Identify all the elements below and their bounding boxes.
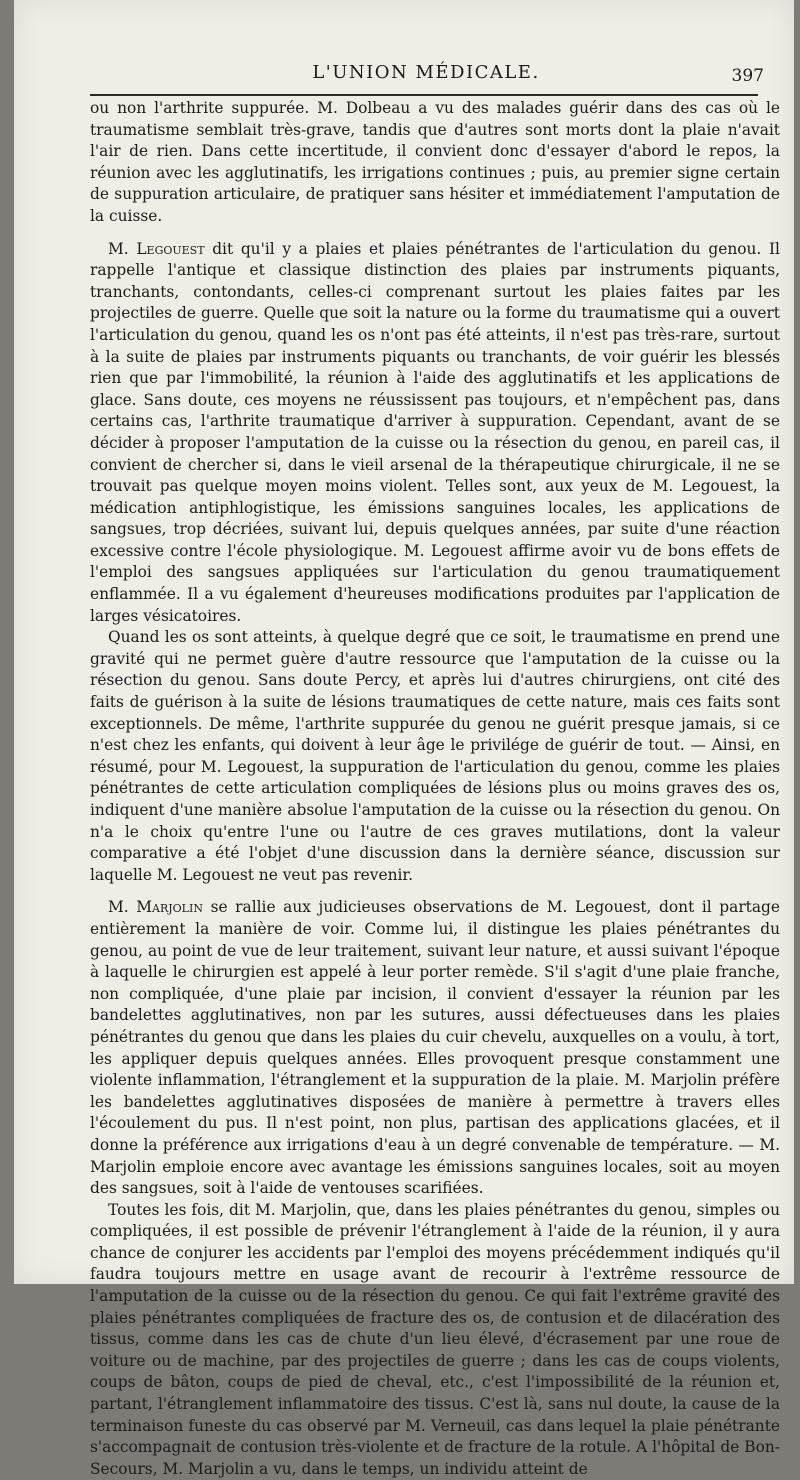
header-rule	[90, 94, 758, 96]
paragraph-toutes-les-fois: Toutes les fois, dit M. Marjolin, que, dans les plaies pénétrantes du genou, simples ou compliquées, il est possible de prévenir l'étranglement à l'aide de la réunion, il y aura chance de conjurer les accidents par l'emploi des moyens précédemment indiqués qu'il faudra toujours mettre en usage avant de recourir à l'extrême ressource de l'amputation de la cuisse ou de la résection du genou. Ce qui fait l'extrême gravité des plaies pénétrantes compliquées de fracture des os, de contusion et de dilacération des tissus, comme dans les cas de chute d'un lieu élevé, d'écrasement par une roue de voiture ou de machine, par des projectiles de guerre ; dans les cas de coups violents, coups de bâton, coups de pied de cheval, etc., c'est l'impossibilité de la réunion et, partant, l'étranglement inflammatoire des tissus. C'est là, sans nul doute, la cause de la terminaison funeste du cas observé par M. Verneuil, cas dans lequel la plaie pénétrante s'accompagnait de contusion très-violente et de fracture de la rotule. A l'hôpital de Bon-Secours, M. Marjolin a vu, dans le temps, un individu atteint de	[90, 1200, 780, 1478]
speaker-prefix: M.	[108, 239, 129, 258]
paragraph-legouest	[90, 239, 780, 628]
speaker-name-legouest: Legouest	[136, 239, 205, 258]
page-number: 397	[731, 66, 764, 86]
paragraph-text: dit qu'il y a plaies et plaies pénétrantes de l'articulation du genou. Il rappelle l'antique et classique distinction des plaies par instruments piquants, tranchants, contondants, celles-ci comprenant surtout les plaies faites par les projectiles de guerre. Quelle que soit la nature ou la forme du traumatisme qui a ouvert l'articulation du genou, quand les os n'ont pas été atteints, il n'est pas très-rare, surtout à la suite de plaies par instruments piquants ou tranchants, de voir guérir les blessés rien que par l'immobilité, la réunion à l'aide des agglutinatifs et les applications de glace. Sans doute, ces moyens ne réussissent pas toujours, et n'empêchent pas, dans certains cas, l'arthrite traumatique d'arriver à suppuration. Cependant, avant de se décider à proposer l'amputation de la cuisse ou la résection du genou, en pareil cas, il convient de chercher si, dans le vieil arsenal de la thérapeutique chirurgicale, il ne se trouvait pas quelque moyen moins violent. Telles sont, aux yeux de M. Legouest, la médication antiphlogistique, les émissions sanguines locales, les applications de sangsues, trop décriées, suivant lui, depuis quelques années, par suite d'une réaction excessive contre l'école physiologique. M. Legouest affirme avoir vu de bons effets de l'emploi des sangsues appliquées sur l'articulation du genou traumatiquement enflammée. Il a vu également d'heureuses modifications produites par l'application de larges vésicatoires.	[90, 239, 780, 625]
speaker-name-marjolin: Marjolin	[136, 898, 203, 917]
paragraph-dolbeau: ou non l'arthrite suppurée. M. Dolbeau a vu des malades guérir dans des cas où le traumatisme semblait très-grave, tandis que d'autres sont morts dont la plaie n'avait l'air de rien. Dans cette incertitude, il convient donc d'essayer d'abord le repos, la réunion avec les agglutinatifs, les irrigations continues ; puis, au premier signe certain de suppuration articulaire, de pratiquer sans hésiter et immédiatement l'amputation de la cuisse.	[90, 99, 780, 225]
paragraph-os-atteints: Quand les os sont atteints, à quelque degré que ce soit, le traumatisme en prend une gravité qui ne permet guère d'autre ressource que l'amputation de la cuisse ou la résection du genou. Sans doute Percy, et après lui d'autres chirurgiens, ont cité des faits de guérison à la suite de lésions traumatiques de cette nature, mais ces faits sont exceptionnels. De même, l'arthrite suppurée du genou ne guérit presque jamais, si ce n'est chez les enfants, qui doivent à leur âge le privilége de guérir de tout. — Ainsi, en résumé, pour M. Legouest, la suppuration de l'articulation du genou, comme les plaies pénétrantes de cette articulation compliquées de lésions plus ou moins graves des os, indiquent d'une manière absolue l'amputation de la cuisse ou la résection du genou. On n'a le choix qu'entre l'une ou l'autre de ces graves mutilations, dont la valeur comparative a été l'objet d'une discussion dans la dernière séance, discussion sur laquelle M. Legouest ne veut pas revenir.	[90, 628, 780, 884]
page-header	[76, 62, 776, 88]
speaker-prefix: M.	[108, 898, 129, 917]
running-title: L'UNION MÉDICALE.	[312, 62, 540, 83]
article-body	[90, 98, 780, 1478]
book-page	[14, 0, 794, 1478]
paragraph-marjolin	[90, 897, 780, 1199]
paragraph-text: se rallie aux judicieuses observations de M. Legouest, dont il partage entièrement la manière de voir. Comme lui, il distingue les plaies pénétrantes du genou, au point de vue de leur traitement, suivant leur nature, et aussi suivant l'époque à laquelle le chirurgien est appelé à leur porter remède. S'il s'agit d'une plaie franche, non compliquée, d'une plaie par incision, il convient d'essayer la réunion par les bandelettes agglutinatives, non par les sutures, aussi défectueuses dans les plaies pénétrantes du genou que dans les plaies du cuir chevelu, auxquelles on a voulu, à tort, les appliquer depuis quelques années. Elles provoquent presque constamment une violente inflammation, l'étranglement et la suppuration de la plaie. M. Marjolin préfère les bandelettes agglutinatives disposées de manière à permettre à travers elles l'écoulement du pus. Il n'est point, non plus, partisan des applications glacées, et il donne la préférence aux irrigations d'eau à un degré convenable de température. — M. Marjolin emploie encore avec avantage les émissions sanguines locales, soit au moyen des sangsues, soit à l'aide de ventouses scarifiées.	[90, 898, 780, 1198]
